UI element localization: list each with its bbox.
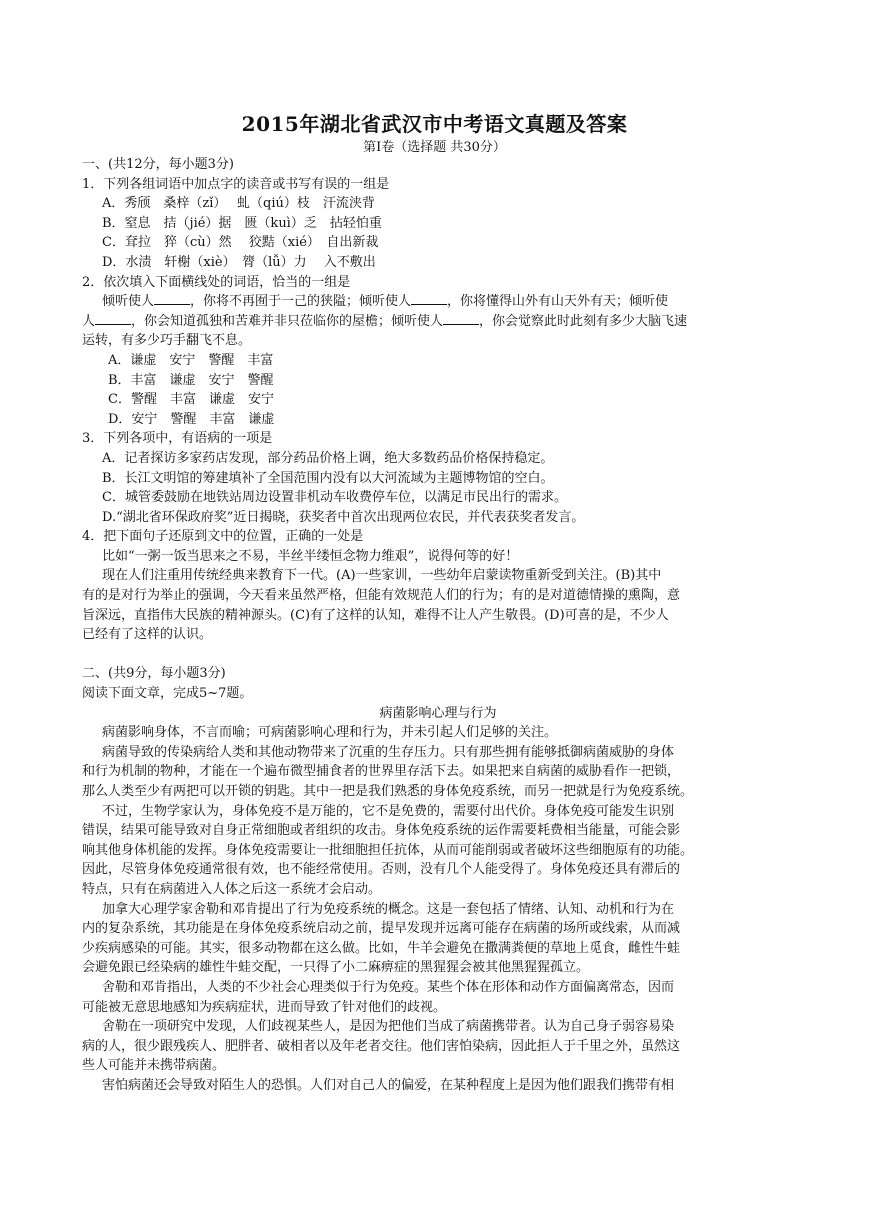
question-1-option: C．耷拉 猝（cù）然 狡黠（xié） 自出新裁 xyxy=(102,235,379,251)
section-gap xyxy=(82,645,794,665)
question-2-option: B．丰富 谦虚 安宁 警醒 xyxy=(108,372,274,388)
article-paragraph-line: 少疾病感染的可能。其实，很多动物都在这么做。比如，牛羊会避免在撒满粪便的草地上觅食，雌性牛蛙 xyxy=(82,940,681,956)
question-3-option: C．城管委鼓励在地铁站周边设置非机动车收费停车位，以满足市民出行的需求。 xyxy=(102,490,567,506)
article-paragraph-line: 病菌影响身体，不言而喻；可病菌影响心理和行为，并未引起人们足够的关注。 xyxy=(102,725,558,741)
passage-text: ，你将不再囿于一己的狭隘；倾听使人 xyxy=(190,294,412,310)
question-2-passage-line xyxy=(82,292,794,312)
article-paragraph-line: 因此，尽管身体免疫通常很有效，也不能经常使用。否则，没有几个人能受得了。身体免疫还具有滞后的 xyxy=(82,862,681,878)
article-paragraph-line: 舍勒在一项研究中发现，人们歧视某些人，是因为把他们当成了病菌携带者。认为自己身子弱容易染 xyxy=(102,1019,675,1035)
article-paragraph-line: 加拿大心理学家舍勒和邓肯提出了行为免疫系统的概念。这是一套包括了情绪、认知、动机和行为在 xyxy=(102,901,675,917)
question-2-passage-line xyxy=(82,312,794,332)
article-paragraph-line: 特点，只有在病菌进入人体之后这一系统才会启动。 xyxy=(82,881,382,897)
question-2-stem: 2．依次填入下面横线处的词语，恰当的一组是 xyxy=(82,274,351,290)
article-paragraph-line: 些人可能并未携带病菌。 xyxy=(82,1058,226,1074)
document-body xyxy=(82,155,794,1096)
question-4-stem: 4．把下面句子还原到文中的位置，正确的一处是 xyxy=(82,529,364,545)
article-paragraph-line: 害怕病菌还会导致对陌生人的恐惧。人们对自己人的偏爱，在某种程度上是因为他们跟我们携带有相 xyxy=(102,1077,675,1093)
question-1-option: D．水渍 轩榭（xiè） 膂（lǚ）力 入不敷出 xyxy=(102,254,376,270)
article-paragraph-line: 不过，生物学家认为，身体免疫不是万能的，它不是免费的，需要付出代价。身体免疫可能发生识别 xyxy=(102,803,675,819)
article-paragraph-line: 会避免跟已经染病的雄性牛蛙交配，一只得了小二麻痹症的黑猩猩会被其他黑猩猩孤立。 xyxy=(82,960,590,976)
article-title: 病菌影响心理与行为 xyxy=(379,705,497,721)
part2-header: 二、(共9分，每小题3分) xyxy=(82,666,226,682)
passage-text: 倾听使人 xyxy=(102,294,155,310)
fill-blank xyxy=(95,312,131,325)
question-2-option: C．警醒 丰富 谦虚 安宁 xyxy=(108,392,274,408)
question-2-option: D．安宁 警醒 丰富 谦虚 xyxy=(108,411,275,427)
part1-header: 一、(共12分，每小题3分) xyxy=(82,157,234,172)
section-subtitle: 第Ⅰ卷（选择题 共30分） xyxy=(363,140,506,155)
question-3-option: B．长江文明馆的筹建填补了全国范围内没有以大河流域为主题博物馆的空白。 xyxy=(102,470,554,486)
question-2-option: A．谦虚 安宁 警醒 丰富 xyxy=(108,352,274,368)
question-3-option: D.“湖北省环保政府奖”近日揭晓，获奖者中首次出现两位农民，并代表获奖者发言。 xyxy=(102,509,585,525)
question-1-stem: 1．下列各组词语中加点字的读音或书写有误的一组是 xyxy=(82,176,390,192)
question-3-stem: 3．下列各项中，有语病的一项是 xyxy=(82,431,273,447)
article-paragraph-line: 内的复杂系统，其功能是在身体免疫系统启动之前，提早发现并远离可能存在病菌的场所或线索，从而减 xyxy=(82,921,681,937)
part2-intro: 阅读下面文章，完成5~7题。 xyxy=(82,686,253,702)
fill-blank xyxy=(411,292,447,305)
passage-text: ，你会觉察此时此刻有多少大脑飞速 xyxy=(479,313,688,329)
passage-text: 人 xyxy=(82,313,96,329)
article-paragraph-line: 可能被无意思地感知为疾病症状，进而导致了针对他们的歧视。 xyxy=(82,999,447,1015)
question-1-option: A．秀颀 桑梓（zǐ） 虬（qiú）枝 汗流浃背 xyxy=(102,196,375,212)
fill-blank xyxy=(154,292,190,305)
question-2-passage-line: 运转，有多少巧手翻飞不息。 xyxy=(82,333,252,349)
passage-text: ，你会知道孤独和苦难并非只莅临你的屋檐；倾听使人 xyxy=(131,313,444,329)
fill-blank xyxy=(443,312,479,325)
article-paragraph-line: 病的人，很少跟残疾人、肥胖者、破相者以及年老者交往。他们害怕染病，因此拒人于千里之外，虽然这 xyxy=(82,1038,681,1054)
question-4-passage-line: 现在人们注重用传统经典来教育下一代。(A)一些家训，一些幼年启蒙读物重新受到关注。(B)其中 xyxy=(102,568,662,584)
question-3-option: A．记者探访多家药店发现，部分药品价格上调，绝大多数药品价格保持稳定。 xyxy=(102,450,554,466)
question-4-passage-line: 已经有了这样的认识。 xyxy=(82,627,213,643)
passage-text: ，你将懂得山外有山天外有天；倾听使 xyxy=(447,294,669,310)
question-4-passage-line: 有的是对行为举止的强调，今天看来虽然严格，但能有效规范人们的行为；有的是对道德情操的熏陶，意 xyxy=(82,588,681,604)
question-1-option: B．窒息 拮（jié）据 匮（kuì）乏 拈轻怕重 xyxy=(102,215,382,231)
article-paragraph-line: 错误，结果可能导致对自身正常细胞或者组织的攻击。身体免疫系统的运作需要耗费相当能量，可能会影 xyxy=(82,823,681,839)
article-paragraph-line: 那么人类至少有两把可以开锁的钥匙。其中一把是我们熟悉的身体免疫系统，而另一把就是行为免疫系统。 xyxy=(82,784,694,799)
article-paragraph-line: 响其他身体机能的发挥。身体免疫需要让一批细胞担任抗体，从而可能削弱或者破坏这些细胞原有的功能。 xyxy=(82,842,694,858)
question-4-quote: 比如“一粥一饭当思来之不易，半丝半缕恒念物力维艰”，说得何等的好！ xyxy=(102,548,519,564)
page-title: 2015年湖北省武汉市中考语文真题及答案 xyxy=(241,112,628,136)
article-paragraph-line: 和行为机制的物种，才能在一个遍布微型捕食者的世界里存活下去。如果把来自病菌的威胁看作一把锁， xyxy=(82,764,681,780)
article-paragraph-line: 病菌导致的传染病给人类和其他动物带来了沉重的生存压力。只有那些拥有能够抵御病菌威胁的身体 xyxy=(102,744,675,760)
article-paragraph-line: 舍勒和邓肯指出，人类的不少社会心理类似于行为免疫。某些个体在形体和动作方面偏离常态，因而 xyxy=(102,979,675,995)
question-4-passage-line: 旨深远，直指伟大民族的精神源头。(C)有了这样的认知，难得不让人产生敬畏。(D)可喜的是，不少人 xyxy=(82,607,669,623)
